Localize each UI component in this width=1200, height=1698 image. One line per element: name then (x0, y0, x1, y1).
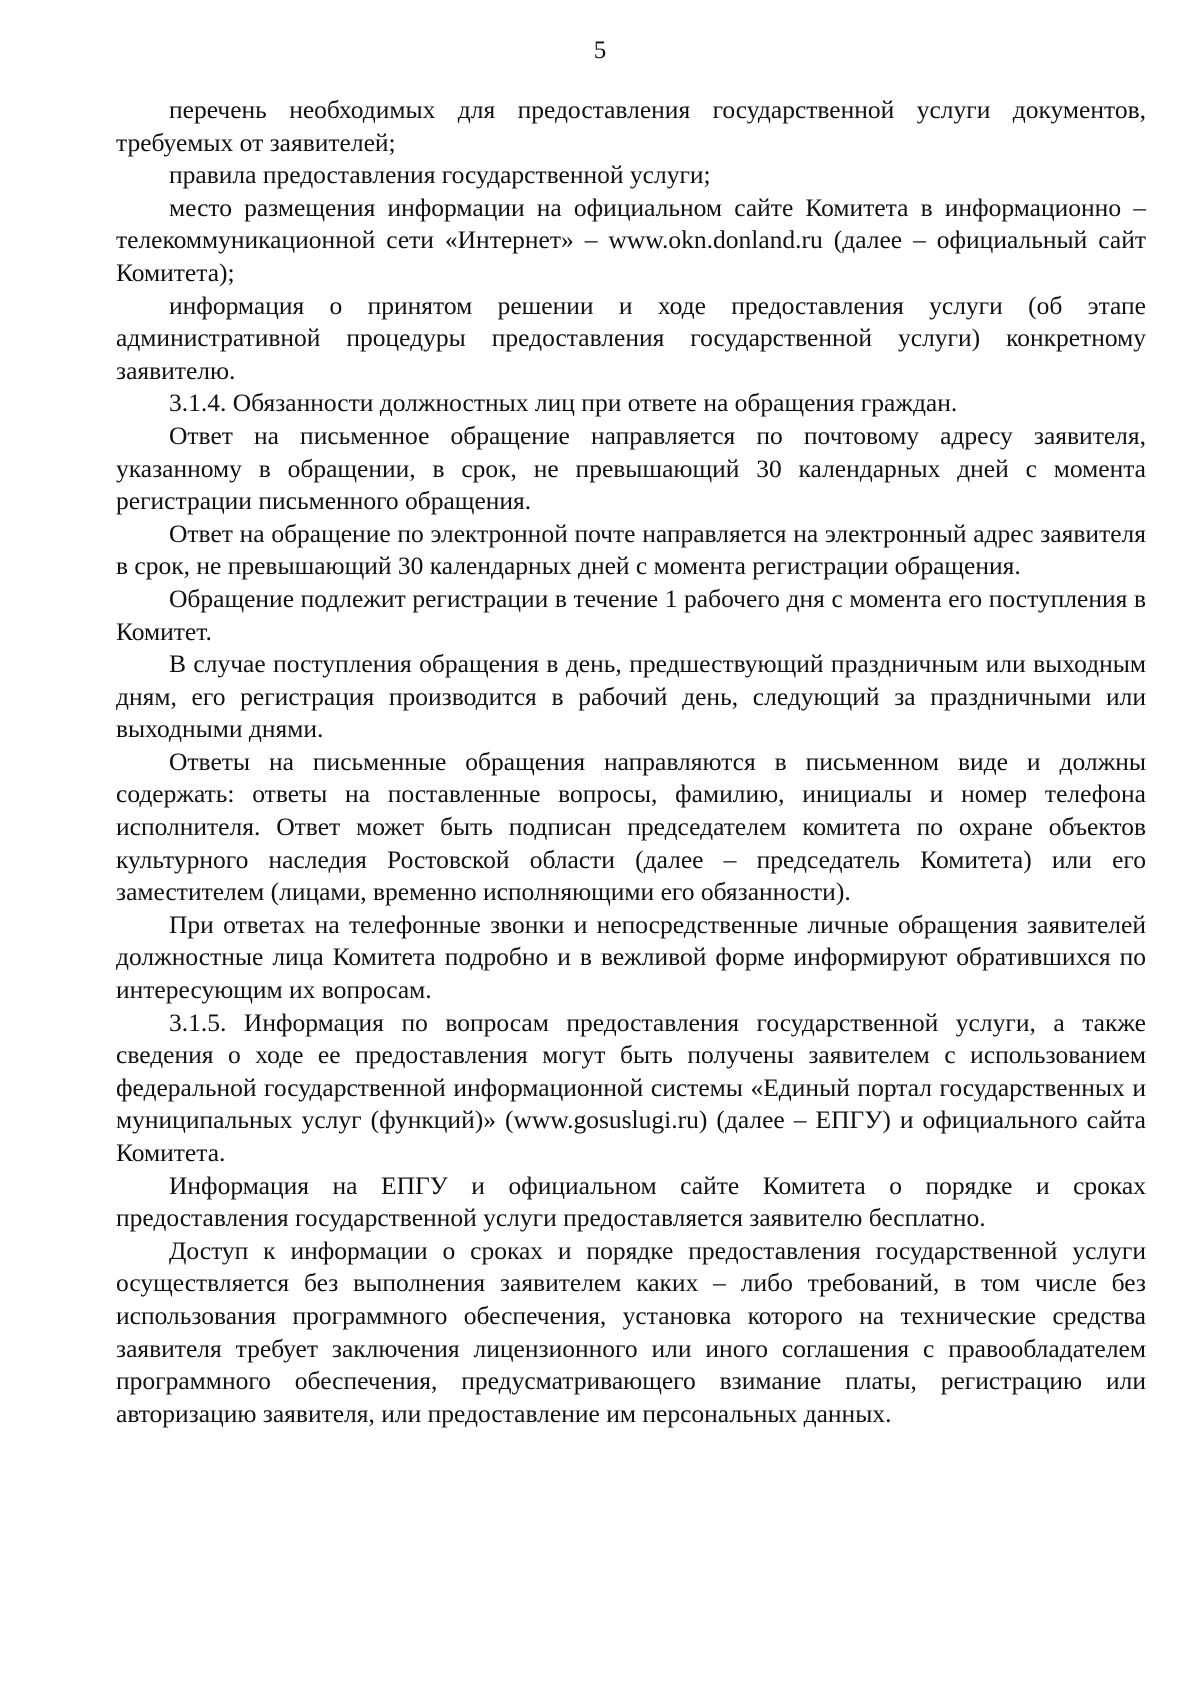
document-body (116, 94, 1146, 1430)
paragraph-section-3-1-4: 3.1.4. Обязанности должностных лиц при ответе на обращения граждан. (169, 388, 958, 418)
paragraph-free-info: Информация на ЕПГУ и официальном сайте Комитета о порядке и сроках предоставления государственной услуги предоставляется заявителю бесплатно. (116, 1170, 1146, 1233)
paragraph-decision-info: информация о принятом решении и ходе предоставления услуги (об этапе административной процедуры предоставления государственной услуги) конкретному заявителю. (116, 290, 1146, 385)
paragraph-reply-content: Ответы на письменные обращения направляются в письменном виде и должны содержать: ответы на поставленные вопросы, фамилию, инициалы и номер телефона исполнителя. Ответ может быть подписан председателем комитета по охране объектов культурного наследия Ростовской области (далее – председатель Комитета) или его заместителем (лицами, временно исполняющими его обязанности). (116, 746, 1146, 907)
paragraph-registration: Обращение подлежит регистрации в течение 1 рабочего дня с момента его поступления в Комитет. (116, 583, 1146, 646)
paragraph-service-rules: правила предоставления государственной услуги; (169, 160, 711, 190)
paragraph-access-conditions: Доступ к информации о сроках и порядке предоставления государственной услуги осуществляется без выполнения заявителем каких – либо требований, в том числе без использования программного обеспечения, установка которого на технические средства заявителя требует заключения лицензионного или иного соглашения с правообладателем программного обеспечения, предусматривающего взимание платы, регистрацию или авторизацию заявителя, или предоставление им персональных данных. (116, 1235, 1146, 1428)
paragraph-documents-list: перечень необходимых для предоставления государственной услуги документов, требуемых от заявителей; (116, 95, 1146, 157)
paragraph-written-reply: Ответ на письменное обращение направляется по почтовому адресу заявителя, указанному в обращении, в срок, не превышающий 30 календарных дней с момента регистрации письменного обращения. (116, 420, 1146, 516)
paragraph-phone-calls: При ответах на телефонные звонки и непосредственные личные обращения заявителей должностные лица Комитета подробно и в вежливой форме информируют обратившихся по интересующим их вопросам. (116, 909, 1146, 1005)
paragraph-email-reply: Ответ на обращение по электронной почте направляется на электронный адрес заявителя в срок, не превышающий 30 календарных дней с момента регистрации обращения. (116, 518, 1146, 581)
paragraph-official-site: место размещения информации на официальном сайте Комитета в информационно – телекоммуникационной сети «Интернет» – www.okn.donland.ru (далее – официальный сайт Комитета); (116, 192, 1146, 287)
paragraph-section-3-1-5: 3.1.5. Информация по вопросам предоставления государственной услуги, а также сведения о ходе ее предоставления могут быть получены заявителем с использованием федеральной государственной информационной системы «Единый портал государственных и муниципальных услуг (функций)» (www.gosuslugi.ru) (далее – ЕПГУ) и официального сайта Комитета. (116, 1007, 1146, 1167)
paragraph-holiday-registration: В случае поступления обращения в день, предшествующий праздничным или выходным дням, его регистрация производится в рабочий день, следующий за праздничными или выходными днями. (116, 649, 1146, 744)
page-number: 5 (593, 37, 607, 64)
